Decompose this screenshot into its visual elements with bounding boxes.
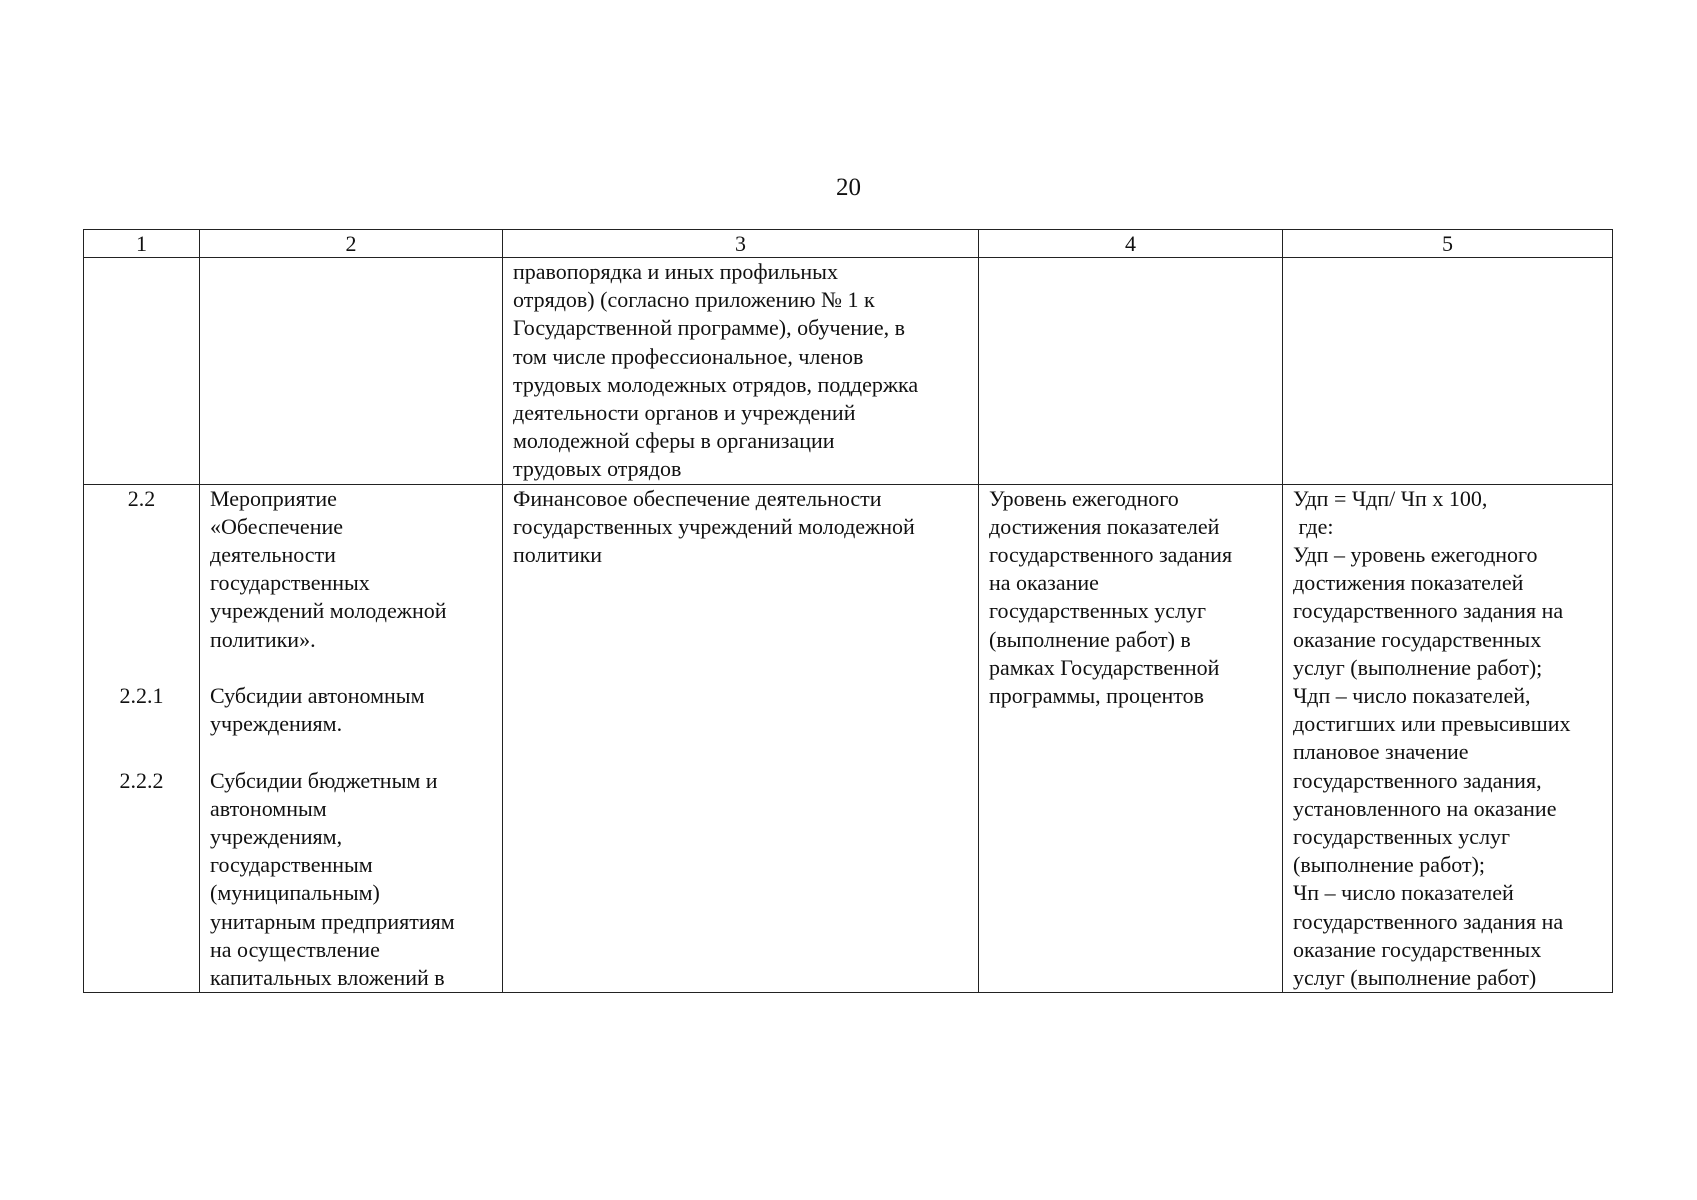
text-line: автономным [210,795,327,821]
column-header-3: 3 [503,230,979,258]
spacer-line [94,654,189,682]
continuation-col2-cell [200,258,503,485]
text-line: (выполнение работ) в [989,626,1191,652]
row-number-cell [84,484,200,993]
text-line: рамках Государственной [989,654,1220,680]
text-line: Мероприятие [210,485,337,511]
item-number: 2.2.2 [119,767,164,793]
continuation-col1-cell [84,258,200,485]
text-line: государственных учреждений молодежной [513,513,915,539]
text-line: Субсидии бюджетным и [210,767,438,793]
text-line: услуг (выполнение работ); [1293,654,1543,680]
text-line: политики [513,542,603,568]
text-line: государственного задания [989,542,1233,568]
text-line: унитарным предприятиям [210,908,455,934]
text-line: отрядов) (согласно приложению № 1 к [513,287,875,313]
text-line: установленного на оказание [1293,795,1557,821]
column-header-5: 5 [1283,230,1613,258]
continuation-col3-cell [503,258,979,485]
column-header-2: 2 [200,230,503,258]
spacer-line [94,541,189,569]
text-line: программы, процентов [989,683,1204,709]
text-line: достигших или превысивших [1293,711,1571,737]
text-line: деятельности [210,542,336,568]
text-line: государственного задания на [1293,908,1564,934]
text-line: деятельности органов и учреждений [513,400,856,426]
item-number: 2.2 [127,485,156,511]
text-line: Чдп – число показателей, [1293,683,1531,709]
text-line: достижения показателей [989,513,1220,539]
text-line: оказание государственных [1293,936,1542,962]
text-line: трудовых молодежных отрядов, поддержка [513,371,919,397]
formula-line: Удп = Чдп/ Чп х 100, [1293,485,1488,511]
text-line: трудовых отрядов [513,456,682,482]
continuation-col5-cell [1283,258,1613,485]
text-line: достижения показателей [1293,570,1524,596]
document-table [83,229,1613,993]
text-line: плановое значение [1293,739,1469,765]
activity-name-cell [200,484,503,993]
text-line: государственных услуг [989,598,1207,624]
text-line: Субсидии автономным [210,683,425,709]
text-line: капитальных вложений в [210,965,445,991]
text-line: государственным [210,852,373,878]
text-line: «Обеспечение [210,513,343,539]
text-line: учреждений молодежной [210,598,447,624]
column-header-4: 4 [979,230,1283,258]
indicator-cell [979,484,1283,993]
text-line: политики». [210,626,316,652]
text-line: государственных услуг [1293,824,1511,850]
spacer-line [94,513,189,541]
text-line: учреждениям. [210,711,343,737]
table-header-row [84,230,1613,258]
column-header-1: 1 [84,230,200,258]
spacer-line [94,710,189,738]
text-line: государственного задания, [1293,767,1542,793]
text-line: Государственной программе), обучение, в [513,315,905,341]
table-row-2-2 [84,484,1613,993]
spacer-line [94,738,189,766]
text-line: том числе профессиональное, членов [513,343,864,369]
item-number: 2.2.1 [119,683,164,709]
continuation-col4-cell [979,258,1283,485]
spacer-line [94,569,189,597]
spacer-line [210,654,492,682]
text-line: правопорядка и иных профильных [513,259,838,284]
text-line: услуг (выполнение работ) [1293,965,1537,991]
text-line: на осуществление [210,936,380,962]
text-line: (муниципальным) [210,880,380,906]
text-line: Чп – число показателей [1293,880,1514,906]
activity-content-cell [503,484,979,993]
text-line: где: [1293,513,1334,539]
text-line: учреждениям, [210,824,343,850]
text-line: Уровень ежегодного [989,485,1179,511]
text-line: государственных [210,570,370,596]
text-line: молодежной сферы в организации [513,428,835,454]
text-line: Удп – уровень ежегодного [1293,542,1538,568]
text-line: оказание государственных [1293,626,1542,652]
spacer-line [94,626,189,654]
text-line: на оказание [989,570,1099,596]
page-number: 20 [836,174,861,201]
formula-cell [1283,484,1613,993]
spacer-line [94,597,189,625]
spacer-line [210,738,492,766]
table-row-continuation [84,258,1613,485]
text-line: (выполнение работ); [1293,852,1486,878]
text-line: Финансовое обеспечение деятельности [513,485,882,511]
text-line: государственного задания на [1293,598,1564,624]
